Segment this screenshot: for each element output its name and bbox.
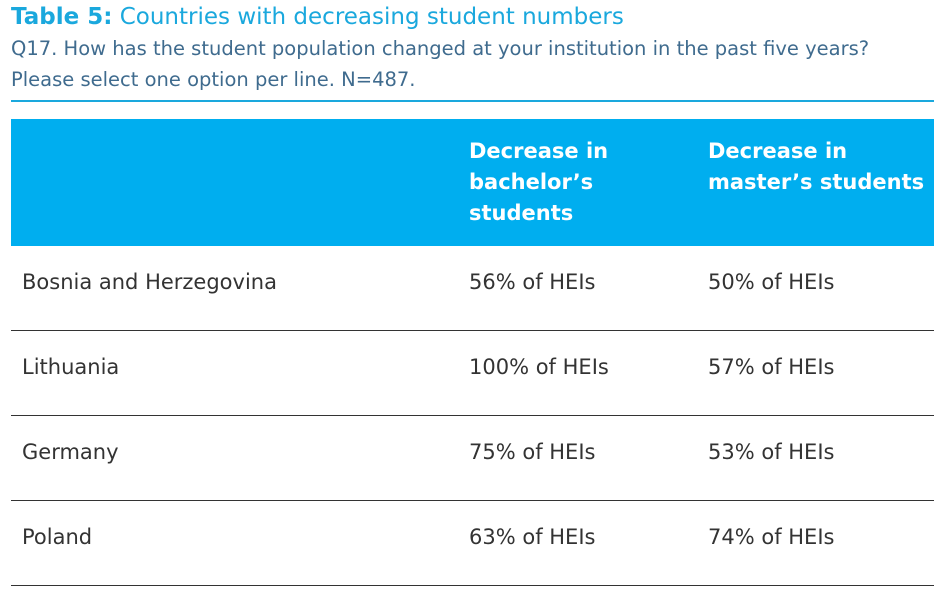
table-row [11, 417, 934, 501]
master-cell: 57% of HEIs [708, 355, 835, 379]
table-title [11, 2, 624, 32]
question-line-2: Please select one option per line. N=487. [11, 68, 416, 91]
bachelor-cell: 100% of HEIs [469, 355, 609, 379]
row-divider [11, 500, 934, 501]
master-cell: 50% of HEIs [708, 270, 835, 294]
row-divider [11, 415, 934, 416]
header-master: Decrease in master’s students [708, 139, 925, 194]
header-bachelor: Decrease in bachelor’s students [469, 139, 609, 225]
table-row [11, 247, 934, 331]
row-divider [11, 585, 934, 586]
country-cell: Poland [22, 525, 93, 549]
title-divider [11, 100, 934, 102]
master-cell: 74% of HEIs [708, 525, 835, 549]
country-cell: Germany [22, 440, 119, 464]
table-question [11, 33, 946, 95]
table-row [11, 332, 934, 416]
table-title-text: Countries with decreasing student numbers [119, 4, 624, 30]
country-cell: Lithuania [22, 355, 120, 379]
row-divider [11, 330, 934, 331]
bachelor-cell: 75% of HEIs [469, 440, 596, 464]
master-cell: 53% of HEIs [708, 440, 835, 464]
table-number-label: Table 5: [11, 4, 113, 30]
bachelor-cell: 63% of HEIs [469, 525, 596, 549]
country-cell: Bosnia and Herzegovina [22, 270, 277, 294]
question-line-1: Q17. How has the student population changed at your institution in the past five years? [11, 37, 870, 60]
table-row [11, 502, 934, 586]
bachelor-cell: 56% of HEIs [469, 270, 596, 294]
